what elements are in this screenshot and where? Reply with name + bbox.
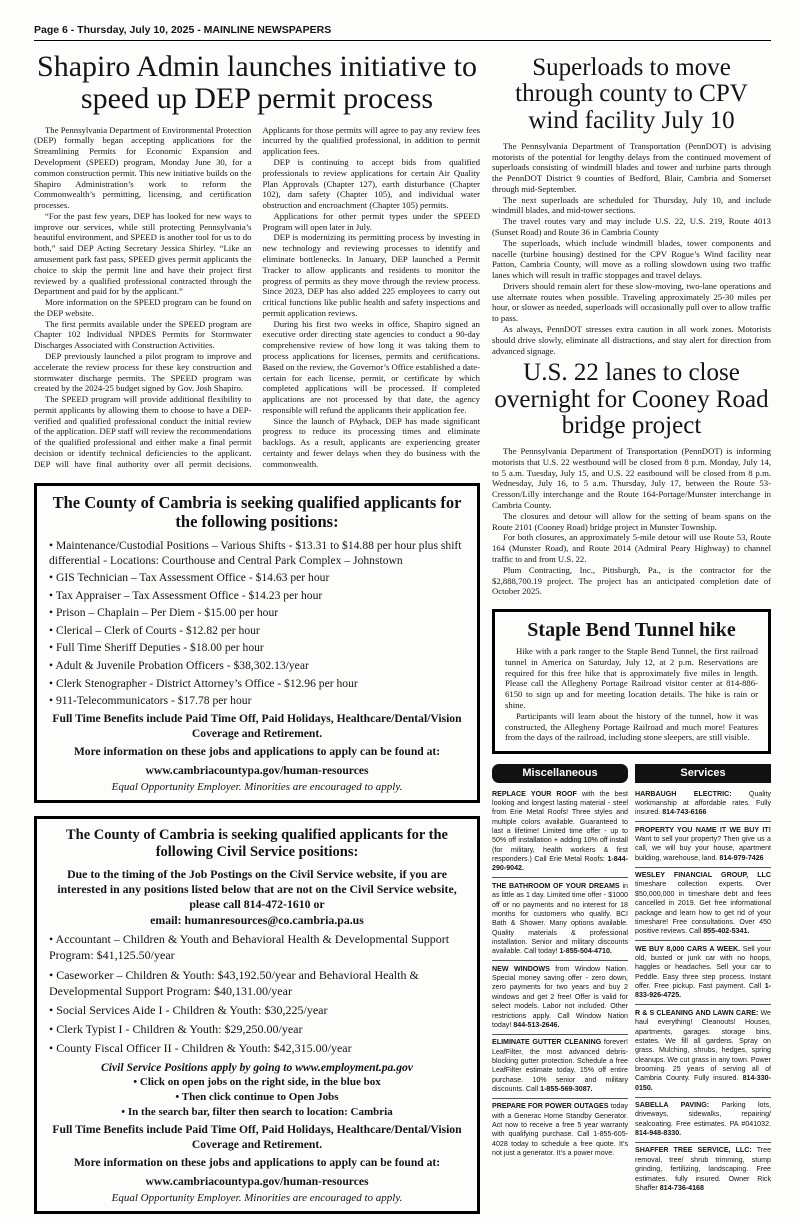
list-item: • Maintenance/Custodial Positions – Various Shifts - $13.31 to $14.88 per hour plus shift differential - Locations: Courthouse and Central Park Complex – Johnstown [49,538,462,567]
classified-ad [635,867,771,941]
paragraph: The Pennsylvania Department of Environmental Protection (DEP) formally began accepting applications for the Streamlining Permits for Economic Expansion and Development (SPEED) program, Monday June 30, for a common construction permit. This new initiative builds on the Shapiro Administration’s work to reform the Commonwealth’s permitting, licensing, and certification processes. [34,124,252,211]
classified-ad-lead: WE BUY 8,000 CARS A WEEK. [635,944,741,953]
classified-ad-phone: 814-330-0150. [635,1074,771,1092]
article-us22-body [492,446,771,597]
list-item: • GIS Technician – Tax Assessment Office - $14.63 per hour [49,571,330,585]
classified-ad [635,1004,771,1096]
classified-ad-lead: SHAFFER TREE SERVICE, LLC: [635,1146,752,1155]
classified-ad [635,940,771,1004]
classified-ad-text: Want to sell your property? Then give us a call, we will buy your house, apartment building, warehouse, land. [635,835,771,862]
paragraph: The superloads, which include windmill blades, tower components and nacelle (turbine housing) destined for the CPV Rogue’s Wind facility near Patton, Cambria County, will move as a rolling slowdown using two traffic lanes which will result in traffic stoppages and travel delays. [492,237,771,281]
paragraph: The travel routes vary and may include U.S. 22, U.S. 219, Route 4013 (Sunset Road) and Route 36 in Cambria County [492,216,771,237]
article-dep-headline: Shapiro Admin launches initiative to speed up DEP permit process [37,50,477,115]
left-column [34,51,480,1214]
paragraph: DEP previously launched a pilot program to improve and accelerate the review process for these key construction and stormwater discharge permits. The SPEED program was created by the 2024-25 budget signed by Gov. Josh Shapiro. [34,351,252,394]
article-dep-body [34,125,480,470]
classified-ad [635,1142,771,1197]
classified-ad-lead: PREPARE FOR POWER OUTAGES [492,1102,609,1111]
more-info-note: More information on these jobs and applications to apply can be found at: [73,1156,441,1170]
apply-line: Civil Service Positions apply by going to www.employment.pa.gov [101,1060,413,1074]
classified-ad-phone: 1-855-569-3087. [540,1085,593,1094]
classified-ad-phone: 814-736-4168 [659,1183,704,1192]
classified-ad-text: with the best looking and longest lasting material - steel from Erie Metal Roofs! Three styles and multiple colors available. Guaranteed to last a lifetime! Limited time offer - up to 50% off installation + adding 10% off install (for military, health workers & first responders.) Call Erie Metal Roofs: [492,789,628,864]
classified-header-miscellaneous: Miscellaneous [492,764,628,783]
page-content [34,51,771,1214]
paragraph: DEP is modernizing its permitting process by investing in new technology and reviewing processes to identify and eliminate bottlenecks. In January, DEP launched a Permit Tracker to allow applicants and residents to monitor the progress of permits as they move through the review process. Since 2023, DEP has also added 225 employees to carry out critical functions like public health and safety inspections and permit application reviews. [262,232,480,318]
list-item: • Social Services Aide I - Children & Youth: $30,225/year [49,1003,328,1017]
civil-service-intro: Due to the timing of the Job Postings on the Civil Service website, if you are interested in any positions listed below that are not on the Civil Service website, please call 814-472-1610 or [57,866,457,912]
county-civil-service-heading: The County of Cambria is seeking qualified applicants for the following Civil Service positions: [65,827,448,861]
classified-ad-text: Tree removal, tree/ shrub trimming, stump grinding, fertilizing, landscaping. Free estimates. fully insured. Owner Rick Shaffer [635,1146,772,1192]
classified-ad [492,1098,628,1162]
paragraph: The closures and detour will allow for the setting of beam spans on the Route 2101 (Cooney Road) bridge project in Munster Township. [492,510,771,532]
classified-ad-lead: ELIMINATE GUTTER CLEANING [492,1038,602,1047]
article-staple-bend [492,609,771,754]
page-header [34,24,771,41]
classified-ad-lead: WESLEY FINANCIAL GROUP, LLC [635,871,771,880]
classified-ad-text: We haul everything! Cleanouts! Houses, apartments, garages. storage bins, estates. We fill all gardens. Spray on grass. Mulching, shrubs, hedges, spring cleanups. We cut grass in any town. Power brooming. 25 years of serving all of Cambria County. Fully insured. [635,1008,771,1083]
classified-ad-lead: THE BATHROOM OF YOUR DREAMS [492,881,620,890]
classified-ad-text: Sell your old, busted or junk car with no hoops, haggles or headaches. Sell your car to Peddle. Easy three step process. Instant offer. Free pickup. Fast payment. Call [635,944,771,991]
classified-ad [492,786,628,877]
paragraph: “For the past few years, DEP has looked for new ways to improve our services, while still protecting Pennsylvania’s beautiful environment, and SPEED is another tool for us to do both,” said DEP Acting Secretary Jessica Shirley. “Like an amusement park fast pass, SPEED gives permit applicants the choice to skip the permit line and have their project first reviewed by a qualified professional contracted through the Department and paid for by the applicant.” [34,210,252,297]
classified-ad-text: forever! LeafFilter, the most advanced debris-blocking gutter protection. Schedule a free LeafFilter estimate today. 15% off entire purchase. 10% senior and military discounts. Call [492,1038,628,1094]
classified-header-services: Services [635,764,771,783]
paragraph: Participants will learn about the history of the tunnel, how it was constructed, the Allegheny Portage Railroad and much more! Features from the days of the railroad, including stone sleepers, are still visible. [505,710,758,743]
classified-ad-phone: 1-833-926-4725. [635,982,771,1000]
classified-column-services [635,764,771,1197]
paragraph: Applications for other permit types under the SPEED Program will open later in July. [262,210,480,232]
article-staple-bend-body [505,646,758,743]
right-column [492,51,771,1214]
eoe-note: Equal Opportunity Employer. Minorities are encouraged to apply. [111,1192,403,1205]
classified-ad-text: Parking lots, driveways, sidewalks, repairing/ sealcoating. Free estimates. PA #041032. [635,1101,771,1128]
eoe-note: Equal Opportunity Employer. Minorities are encouraged to apply. [111,781,403,794]
paragraph: Plum Contracting, Inc., Pittsburgh, Pa., is the contractor for the $2,888,700.19 project. The project has an anticipated completion date of October 2025. [492,564,771,597]
paragraph: The next superloads are scheduled for Thursday, July 10, and include windmill blades, and mid-tower sections. [492,194,771,216]
classified-ad-phone: 1-844-290-9042. [492,855,628,873]
benefits-note: Full Time Benefits include Paid Time Off, Paid Holidays, Healthcare/Dental/Vision Coverage and Retirement. [52,712,462,740]
article-superloads-body [492,141,771,357]
list-item: • Tax Appraiser – Tax Assessment Office - $14.23 per hour [49,588,323,602]
classified-ad [635,821,771,866]
classified-ad-text: timeshare collection experts. Over $50,000,000 in timeshare debt and fees cancelled in 2019. Get free informational package and learn how to get rid of your timeshare! Free consultations. Over 450 positive reviews. Call [635,880,771,936]
classified-column-miscellaneous [492,764,628,1197]
classified-ad [492,960,628,1034]
classifieds-section [492,764,771,1197]
classified-ad-phone: 814-948-8330. [635,1129,682,1138]
paragraph: Since the launch of PAyback, DEP has made significant progress to reduce its processing times and eliminate backlogs. As a result, applicants are experiencing greater certainty and fewer delays when they do business with the commonwealth. [262,415,480,469]
apply-step: • Click on open jobs on the right side, in the blue box [133,1075,381,1088]
classified-ad-lead: REPLACE YOUR ROOF [492,789,577,798]
article-staple-bend-headline: Staple Bend Tunnel hike [527,619,736,642]
paragraph: The Pennsylvania Department of Transportation (PennDOT) is informing motorists that U.S. 22 westbound will be closed from 8 p.m. Monday, July 14, to 5 a.m. Tuesday, July 15, and U.S. 22 eastbound will be closed from 8 p.m. Wednesday, July 16, to 5 a.m. Thursday, July 17, between the Route 53-Cresson/Lilly interchange and the Route 164-Portage/Munster interchange in Cambria County. [492,446,771,511]
classified-ad-lead: PROPERTY YOU NAME IT WE BUY IT! [635,825,771,834]
county-jobs-ad-heading: The County of Cambria is seeking qualified applicants for the following positions: [52,492,462,531]
article-us22-closure [492,360,771,597]
list-item: • Prison – Chaplain – Per Diem - $15.00 per hour [49,606,279,620]
classified-ad-phone: 814-979-7426 [719,853,764,862]
article-superloads-headline: Superloads to move through county to CPV wind facility July 10 [515,54,748,134]
classified-ad-lead: NEW WINDOWS [492,964,550,973]
county-hr-url: www.cambriacountypa.gov/human-resources [145,1174,369,1188]
list-item: • Adult & Juvenile Probation Officers - $38,302.13/year [49,658,309,672]
classified-ad-phone: 1-855-504-4710. [559,947,612,956]
list-item: • 911-Telecommunicators - $17.78 per hour [49,694,252,708]
classified-ad-text: today with a Generac Home Standby Generator. Act now to receive a free 5 year warranty with qualifying purchase. Call 1-855-605-4028 today to schedule a free quote. It’s not just a generator. It’s a power move. [492,1102,628,1158]
classified-ad [635,1097,771,1142]
paragraph: More information on the SPEED program can be found on the DEP website. [34,297,252,318]
classified-ad-lead: SABELLA PAVING: [635,1101,710,1110]
paragraph: Hike with a park ranger to the Staple Bend Tunnel, the first railroad tunnel in America on Saturday, July 12, at 2 p.m. Reservations are required for this free hike that is approximately five miles in length. Please call the Allegheny Portage Railroad visitor center at 814-886-6150 to sign up and for meeting location details. The hike is rain or shine. [505,646,758,710]
article-dep-permit [34,51,480,470]
county-jobs-ad [34,483,480,804]
benefits-note: Full Time Benefits include Paid Time Off, Paid Holidays, Healthcare/Dental/Vision Coverage and Retirement. [52,1123,462,1151]
classified-ad [492,1034,628,1098]
paragraph: Drivers should remain alert for these slow-moving, two-lane operations and use alternate routes when possible. Traveling approximately 25-30 miles per hour, or slower as needed, superloads will occasionally pull over to allow traffic to pass. [492,280,771,324]
more-info-note: More information on these jobs and applications to apply can be found at: [73,745,441,759]
classified-ad [635,786,771,821]
classified-ad [492,877,628,960]
apply-step: • Then click continue to Open Jobs [175,1090,339,1103]
list-item: • Clerk Stenographer - District Attorney’s Office - $12.96 per hour [49,676,358,690]
article-superloads [492,55,771,356]
classified-ad-text: in as little as 1 day. Limited time offer - $1000 off or no payments and no interest for 18 months for customers who qualify. BCI Bath & Shower. Many options available. Quality materials & professional installation. Senior and military discounts available. Call today! [492,881,628,956]
county-jobs-list [49,538,465,709]
paragraph: The SPEED program will provide additional flexibility to permit applicants by allowing them to choose to have a DEP-verified and qualified professional conduct the initial review of the application. DEP staff will review the recommendations of the qualified professional and either make a final permit decision or identify technical deficiencies to the applicant. DEP will have final authority over all permit decisions. Applicants for those permits will agree to pay any review fees incurred by the qualified professional, in addition to permit application fees. [34,124,480,469]
paragraph: As always, PennDOT stresses extra caution in all work zones. Motorists should drive slowly, eliminate all distractions, and stay alert for direction from advanced signage. [492,324,771,356]
article-us22-headline: U.S. 22 lanes to close overnight for Cooney Road bridge project [494,359,769,439]
classified-ad-text: from Window Nation. Special money saving offer - zero down, zero payments for two years and buy 2 windows and get 2 free! Offer is valid for select models. Labor not included. Other restrictions apply. Call Window Nation today! [492,964,628,1029]
county-hr-url: www.cambriacountypa.gov/human-resources [145,763,369,777]
civil-service-list [49,931,465,1056]
county-civil-service-ad [34,816,480,1214]
paragraph: During his first two weeks in office, Shapiro signed an executive order directing state agencies to conduct a 90-day comprehensive review of how long it was taking them to process applications for licenses, permits and certifications. Based on the review, the Governor’s Office established a date-certain for each license, permit, or certificate by which completed applications will be processed. If completed applications are not processed by that date, the agency responsible will refund the applicants their application fee. [262,318,480,415]
page-header-text: Page 6 - Thursday, July 10, 2025 - MAINLINE NEWSPAPERS [34,24,332,36]
list-item: • County Fiscal Officer II - Children & Youth: $42,315.00/year [49,1041,352,1056]
paragraph: The first permits available under the SPEED program are Chapter 102 Individual NPDES Permits for Stormwater Discharges Associated with Construction Activities. [34,318,252,351]
paragraph: For both closures, an approximately 5-mile detour will use Route 53, Route 164 (Munster Road), and Route 2014 (Admiral Peary Highway) to channel traffic to and from U.S. 22. [492,532,771,564]
apply-step: • In the search bar, filter then search to location: Cambria [121,1106,393,1119]
list-item: • Clerk Typist I - Children & Youth: $29,250.00/year [49,1022,303,1037]
paragraph: DEP is continuing to accept bids from qualified professionals to review applications for certain Air Quality Plan Approvals (Chapter 127), earth disturbance (Chapter 102), dam safety (Chapter 105), and individual water obstruction and encroachment (Chapter 105) permits. [262,156,480,211]
classified-ad-lead: R & S CLEANING AND LAWN CARE: [635,1008,759,1017]
paragraph: The Pennsylvania Department of Transportation (PennDOT) is advising motorists of the potential for lengthy delays from the continued movement of superloads consisting of windmill blades and tower and turbine parts through the PennDOT District 9 counties of Bedford, Blair, Cambria and Somerset through mid-September. [492,140,771,194]
list-item: • Clerical – Clerk of Courts - $12.82 per hour [49,623,260,637]
classified-ad-phone: 814-743-6166 [662,808,707,817]
classified-ad-lead: HARBAUGH ELECTRIC: [635,789,732,798]
classified-ad-text: Quality workmanship at affordable rates. Fully insured. [635,789,771,817]
list-item: • Full Time Sheriff Deputies - $18.00 per hour [49,641,264,655]
civil-service-email: email: humanresources@co.cambria.pa.us [150,913,364,928]
list-item: • Accountant – Children & Youth and Behavioral Health & Developmental Support Program: $41,125.50/year [49,932,450,963]
classified-ad-phone: 855-402-5341. [703,927,750,936]
classified-ad-phone: 844-513-2646. [513,1020,560,1029]
list-item: • Caseworker – Children & Youth: $43,192.50/year and Behavioral Health & Developmental Support Program: $40,131.00/year [49,967,419,998]
